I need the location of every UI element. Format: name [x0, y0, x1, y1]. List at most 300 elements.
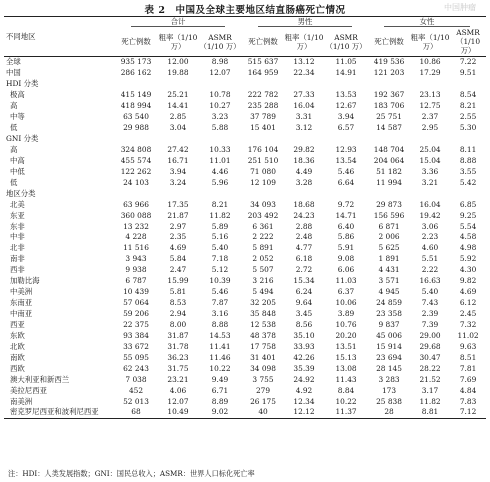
asmr-cell: 7.18	[211, 254, 229, 264]
crude-rate-cell: 4.49	[295, 166, 313, 176]
deaths-cell: 29 873	[376, 199, 402, 209]
deaths-cell: 7 038	[125, 374, 147, 384]
deaths-cell: 360 088	[120, 210, 152, 220]
region-header: 不同地区	[4, 17, 114, 57]
asmr-cell: 4.98	[459, 243, 477, 253]
crude-rate-cell: 11.82	[419, 396, 441, 406]
crude-rate-cell: 3.06	[421, 221, 439, 231]
deaths-cell: 40	[258, 407, 268, 417]
crude-rate-cell: 21.87	[167, 210, 189, 220]
deaths-cell: 62 243	[123, 363, 149, 373]
deaths-cell: 2 052	[252, 254, 274, 264]
deaths-cell: 35 848	[250, 309, 276, 319]
asmr-cell: 8.21	[459, 101, 477, 111]
crude-rate-cell: 13.12	[293, 57, 315, 67]
asmr-cell: 11.46	[209, 352, 231, 362]
region-name: 北美	[10, 199, 25, 209]
crude-rate-cell: 16.63	[419, 276, 441, 286]
asmr-cell: 7.83	[459, 396, 477, 406]
region-name: 西亚	[10, 319, 25, 329]
crude-rate-cell: 2.47	[169, 265, 187, 275]
crude-rate-cell	[158, 188, 198, 199]
asmr-header: ASMR（1/10 万）	[456, 27, 481, 56]
table-row	[4, 396, 486, 407]
asmr-cell: 9.02	[211, 407, 229, 417]
crude-rate-cell: 31.87	[167, 330, 189, 340]
table-row	[4, 243, 486, 254]
deaths-cell: 222 782	[247, 90, 279, 100]
crude-rate-cell: 12.75	[419, 101, 441, 111]
deaths-cell: 34 093	[250, 199, 276, 209]
crude-rate-cell: 16.04	[293, 101, 315, 111]
crude-rate-cell	[410, 79, 450, 90]
asmr-cell: 10.22	[209, 363, 231, 373]
deaths-cell: 63 540	[123, 112, 149, 122]
group-male: 男性	[242, 17, 368, 28]
crude-rate-cell: 4.77	[295, 243, 313, 253]
asmr-cell: 3.55	[459, 166, 477, 176]
crude-rate-cell: 29.68	[419, 341, 441, 351]
watermark: 中国肿瘤	[444, 3, 476, 12]
deaths-cell: 57 064	[123, 298, 149, 308]
region-name: HDI 分类	[6, 79, 39, 89]
region-name: GNI 分类	[6, 134, 39, 144]
crude-rate-cell: 19.88	[167, 68, 189, 78]
asmr-cell: 8.89	[211, 396, 229, 406]
crude-rate-cell: 42.26	[293, 352, 315, 362]
table-title: 表 2 中国及全球主要地区结直肠癌死亡情况	[144, 5, 346, 16]
asmr-cell: 11.43	[335, 374, 357, 384]
asmr-cell: 11.02	[457, 330, 479, 340]
deaths-cell: 9 837	[378, 319, 400, 329]
deaths-cell: 11 994	[376, 177, 402, 187]
table-row	[4, 341, 486, 352]
deaths-cell: 15 401	[250, 123, 276, 133]
asmr-cell: 5.54	[459, 221, 477, 231]
footnote: 注：HDI：人类发展指数；GNI：国民总收入；ASMR：世界人口标化死亡率	[8, 469, 255, 478]
asmr-cell: 12.67	[335, 101, 357, 111]
deaths-cell: 1 891	[378, 254, 400, 264]
deaths-cell: 29 988	[123, 123, 149, 133]
deaths-cell: 23 358	[376, 309, 402, 319]
deaths-cell	[114, 79, 158, 90]
asmr-cell: 11.05	[335, 57, 357, 67]
asmr-cell: 2.55	[459, 112, 477, 122]
crude-rate-cell: 5.40	[421, 287, 439, 297]
region-name: 低	[10, 123, 18, 133]
deaths-cell: 183 706	[373, 101, 405, 111]
crude-rate-cell: 3.17	[421, 385, 439, 395]
crude-rate-header: 粗率（1/10 万）	[158, 32, 198, 51]
asmr-cell: 5.92	[459, 254, 477, 264]
crude-rate-cell: 33.93	[293, 341, 315, 351]
deaths-cell: 4 431	[378, 265, 400, 275]
deaths-cell: 121 203	[373, 68, 405, 78]
asmr-cell: 12.93	[335, 144, 357, 154]
asmr-cell: 8.11	[459, 144, 477, 154]
crude-rate-cell: 28.22	[419, 363, 441, 373]
crude-rate-cell: 2.95	[421, 123, 439, 133]
asmr-cell: 6.85	[459, 199, 477, 209]
asmr-cell: 13.51	[335, 341, 357, 351]
deaths-cell: 17 758	[250, 341, 276, 351]
crude-rate-cell: 12.00	[167, 57, 189, 67]
crude-rate-cell: 6.24	[295, 287, 313, 297]
asmr-cell: 8.21	[211, 199, 229, 209]
asmr-cell: 5.12	[211, 265, 229, 275]
deaths-cell: 164 959	[247, 68, 279, 78]
table-header	[4, 17, 486, 57]
asmr-cell: 9.49	[211, 374, 229, 384]
table-row	[4, 330, 486, 341]
crude-rate-cell: 25.04	[419, 144, 441, 154]
asmr-cell: 7.81	[459, 363, 477, 373]
region-name: 加勒比海	[10, 276, 40, 286]
crude-rate-cell: 4.69	[169, 243, 187, 253]
crude-rate-cell	[410, 188, 450, 199]
crude-rate-cell: 4.06	[169, 385, 187, 395]
deaths-cell	[114, 133, 158, 144]
region-name: 高	[10, 101, 18, 111]
deaths-cell: 55 095	[123, 352, 149, 362]
deaths-cell: 32 205	[250, 298, 276, 308]
crude-rate-cell: 25.21	[167, 90, 189, 100]
deaths-cell: 45 006	[376, 330, 402, 340]
deaths-cell: 28	[384, 407, 394, 417]
deaths-cell: 6 871	[378, 221, 400, 231]
table-row	[4, 122, 486, 133]
crude-rate-cell: 35.10	[293, 330, 315, 340]
crude-rate-cell: 6.18	[295, 254, 313, 264]
deaths-cell: 9 938	[125, 265, 147, 275]
crude-rate-cell: 29.82	[293, 144, 315, 154]
crude-rate-cell: 2.85	[169, 112, 187, 122]
region-name: 中非	[10, 232, 25, 242]
crude-rate-cell: 15.34	[293, 276, 315, 286]
deaths-header: 死亡例数	[374, 37, 404, 47]
asmr-cell: 9.51	[459, 68, 477, 78]
region-name: 西欧	[10, 363, 25, 373]
deaths-cell: 13 232	[123, 221, 149, 231]
asmr-cell: 5.88	[211, 123, 229, 133]
deaths-cell: 25 838	[376, 396, 402, 406]
region-name: 极高	[10, 90, 25, 100]
crude-rate-cell	[158, 133, 198, 144]
asmr-cell: 13.53	[335, 90, 357, 100]
deaths-cell	[242, 133, 284, 144]
region-name: 南非	[10, 254, 25, 264]
asmr-cell: 7.32	[459, 319, 477, 329]
crude-rate-cell: 19.42	[419, 210, 441, 220]
asmr-cell: 4.46	[211, 166, 229, 176]
crude-rate-cell: 27.42	[167, 144, 189, 154]
table-row	[4, 111, 486, 122]
asmr-cell: 10.06	[335, 298, 357, 308]
asmr-cell: 8.84	[337, 385, 355, 395]
crude-rate-cell: 9.64	[295, 298, 313, 308]
deaths-cell: 2 222	[252, 232, 274, 242]
asmr-cell: 8.54	[459, 90, 477, 100]
asmr-cell: 9.72	[337, 199, 355, 209]
crude-rate-cell: 24.92	[293, 374, 315, 384]
deaths-cell: 23 694	[376, 352, 402, 362]
deaths-cell: 418 994	[120, 101, 152, 111]
deaths-cell: 93 384	[123, 330, 149, 340]
crude-rate-cell: 31.78	[167, 341, 189, 351]
crude-rate-cell: 3.24	[169, 177, 187, 187]
asmr-cell: 10.33	[209, 144, 231, 154]
crude-rate-cell: 10.86	[419, 57, 441, 67]
asmr-cell: 5.89	[211, 221, 229, 231]
region-name: 南欧	[10, 352, 25, 362]
table-row	[4, 166, 486, 177]
asmr-cell: 7.87	[211, 298, 229, 308]
asmr-cell: 5.46	[337, 166, 355, 176]
table-row	[4, 308, 486, 319]
region-name: 南美洲	[10, 396, 33, 406]
deaths-cell: 324 808	[120, 144, 152, 154]
asmr-cell: 12.07	[209, 68, 231, 78]
crude-rate-cell: 7.39	[421, 319, 439, 329]
category-row	[4, 133, 486, 144]
crude-rate-cell	[158, 79, 198, 90]
deaths-cell: 6 361	[252, 221, 274, 231]
deaths-cell: 5 891	[252, 243, 274, 253]
category-row	[4, 188, 486, 199]
crude-rate-cell: 10.49	[167, 407, 189, 417]
asmr-cell: 4.58	[459, 232, 477, 242]
crude-rate-header: 粗率（1/10 万）	[410, 32, 450, 51]
asmr-cell: 7.22	[459, 57, 477, 67]
deaths-cell: 192 367	[373, 90, 405, 100]
asmr-cell: 10.22	[335, 396, 357, 406]
asmr-cell: 6.06	[337, 265, 355, 275]
deaths-cell: 31 401	[250, 352, 276, 362]
asmr-cell: 6.12	[459, 298, 477, 308]
deaths-cell: 12 538	[250, 319, 276, 329]
crude-rate-cell: 18.68	[293, 199, 315, 209]
asmr-cell: 5.42	[459, 177, 477, 187]
asmr-cell: 6.71	[211, 385, 229, 395]
region-name: 高	[10, 144, 18, 154]
deaths-cell	[368, 188, 410, 199]
crude-rate-cell: 17.29	[419, 68, 441, 78]
asmr-cell: 3.89	[337, 309, 355, 319]
asmr-cell: 13.08	[335, 363, 357, 373]
deaths-cell: 251 510	[247, 155, 279, 165]
table-row	[4, 363, 486, 374]
crude-rate-cell: 3.31	[295, 112, 313, 122]
deaths-cell: 3 755	[252, 374, 274, 384]
crude-rate-cell: 21.52	[419, 374, 441, 384]
deaths-cell: 28 145	[376, 363, 402, 373]
crude-rate-cell: 2.35	[169, 232, 187, 242]
deaths-cell: 156 596	[373, 210, 405, 220]
deaths-cell: 235 288	[247, 101, 279, 111]
deaths-cell: 12 109	[250, 177, 276, 187]
region-name: 中等	[10, 112, 25, 122]
deaths-cell: 286 162	[120, 68, 152, 78]
asmr-cell: 6.64	[337, 177, 355, 187]
crude-rate-cell: 29.00	[419, 330, 441, 340]
table-row	[4, 144, 486, 155]
crude-rate-cell: 18.36	[293, 155, 315, 165]
crude-rate-cell: 8.81	[421, 407, 439, 417]
deaths-cell: 63 966	[123, 199, 149, 209]
asmr-cell	[198, 133, 242, 144]
region-name: 东欧	[10, 330, 25, 340]
asmr-cell: 14.53	[209, 330, 231, 340]
table-row	[4, 286, 486, 297]
table-row	[4, 210, 486, 221]
crude-rate-cell: 2.72	[295, 265, 313, 275]
deaths-cell: 3 943	[125, 254, 147, 264]
asmr-cell: 20.20	[335, 330, 357, 340]
table-row	[4, 100, 486, 111]
table-row	[4, 385, 486, 396]
asmr-cell: 3.23	[211, 112, 229, 122]
asmr-cell	[324, 133, 368, 144]
table-row	[4, 177, 486, 188]
table-body	[4, 56, 486, 418]
crude-rate-cell: 14.41	[167, 101, 189, 111]
asmr-cell: 10.76	[335, 319, 357, 329]
crude-rate-cell: 12.07	[167, 396, 189, 406]
crude-rate-cell: 2.97	[169, 221, 187, 231]
table-row	[4, 297, 486, 308]
asmr-cell: 5.30	[459, 123, 477, 133]
asmr-cell: 15.13	[335, 352, 357, 362]
asmr-cell: 7.12	[459, 407, 477, 417]
region-name: 东亚	[10, 210, 25, 220]
region-name: 中南亚	[10, 309, 33, 319]
crude-rate-cell	[284, 188, 324, 199]
crude-rate-cell: 3.04	[169, 123, 187, 133]
crude-rate-cell: 31.75	[167, 363, 189, 373]
region-name: 中国	[6, 68, 21, 78]
crude-rate-cell: 8.00	[169, 319, 187, 329]
deaths-cell: 279	[255, 385, 271, 395]
deaths-cell	[242, 79, 284, 90]
table-row	[4, 56, 486, 67]
asmr-cell	[324, 79, 368, 90]
crude-rate-cell: 15.99	[167, 276, 189, 286]
crude-rate-cell: 8.56	[295, 319, 313, 329]
asmr-cell: 8.51	[459, 352, 477, 362]
asmr-cell	[450, 79, 486, 90]
asmr-header: ASMR（1/10 万）	[325, 32, 367, 51]
deaths-cell	[368, 79, 410, 90]
asmr-cell: 14.71	[335, 210, 357, 220]
table-row	[4, 374, 486, 385]
table-row	[4, 199, 486, 210]
deaths-cell: 122 262	[120, 166, 152, 176]
asmr-cell: 10.27	[209, 101, 231, 111]
asmr-cell: 8.98	[211, 57, 229, 67]
asmr-cell: 6.57	[337, 123, 355, 133]
asmr-cell: 14.91	[335, 68, 357, 78]
asmr-cell: 8.88	[459, 155, 477, 165]
region-name: 北非	[10, 243, 25, 253]
region-name: 地区分类	[6, 188, 36, 198]
crude-rate-cell: 8.53	[169, 298, 187, 308]
table-row	[4, 352, 486, 363]
deaths-cell: 5 494	[252, 287, 274, 297]
asmr-cell: 4.84	[459, 385, 477, 395]
asmr-cell: 9.25	[459, 210, 477, 220]
region-name: 低	[10, 177, 18, 187]
deaths-cell	[242, 188, 284, 199]
crude-rate-cell	[410, 133, 450, 144]
crude-rate-cell: 2.48	[295, 232, 313, 242]
deaths-cell: 33 672	[123, 341, 149, 351]
deaths-cell: 204 064	[373, 155, 405, 165]
crude-rate-cell: 16.71	[167, 155, 189, 165]
crude-rate-cell	[284, 79, 324, 90]
deaths-cell: 48 378	[250, 330, 276, 340]
deaths-cell: 173	[381, 385, 397, 395]
asmr-cell: 5.96	[211, 177, 229, 187]
crude-rate-cell: 36.23	[167, 352, 189, 362]
deaths-cell: 4 945	[378, 287, 400, 297]
crude-rate-cell: 3.21	[421, 177, 439, 187]
deaths-cell: 2 006	[378, 232, 400, 242]
deaths-cell: 148 704	[373, 144, 405, 154]
asmr-cell: 11.01	[209, 155, 231, 165]
asmr-cell: 7.69	[459, 374, 477, 384]
asmr-cell: 8.88	[211, 319, 229, 329]
region-name: 东南亚	[10, 298, 33, 308]
asmr-cell: 5.86	[337, 232, 355, 242]
table-row	[4, 90, 486, 101]
crude-rate-cell: 2.94	[169, 309, 187, 319]
table-row	[4, 319, 486, 330]
asmr-cell: 13.54	[335, 155, 357, 165]
crude-rate-cell: 2.37	[421, 112, 439, 122]
crude-rate-cell	[284, 133, 324, 144]
group-total: 合计	[114, 17, 242, 28]
crude-rate-cell: 5.84	[169, 254, 187, 264]
region-name: 澳大利亚和新西兰	[10, 374, 70, 384]
deaths-cell: 24 859	[376, 298, 402, 308]
asmr-cell	[324, 188, 368, 199]
region-name: 中低	[10, 166, 25, 176]
deaths-cell: 25 751	[376, 112, 402, 122]
asmr-cell	[198, 188, 242, 199]
crude-rate-cell: 3.12	[295, 123, 313, 133]
deaths-cell: 26 175	[250, 396, 276, 406]
table-row	[4, 265, 486, 276]
deaths-cell: 935 173	[120, 57, 152, 67]
deaths-header: 死亡例数	[248, 37, 278, 47]
asmr-cell: 10.39	[209, 276, 231, 286]
crude-rate-cell: 12.12	[293, 407, 315, 417]
crude-rate-header: 粗率（1/10 万）	[284, 32, 324, 51]
deaths-cell: 5 507	[252, 265, 274, 275]
crude-rate-cell: 2.22	[421, 265, 439, 275]
deaths-cell: 51 182	[376, 166, 402, 176]
crude-rate-cell: 15.04	[419, 155, 441, 165]
crude-rate-cell: 3.36	[421, 166, 439, 176]
deaths-cell: 455 574	[120, 155, 152, 165]
deaths-cell	[368, 133, 410, 144]
asmr-cell: 5.46	[211, 287, 229, 297]
deaths-cell: 22 375	[123, 319, 149, 329]
crude-rate-cell: 16.04	[419, 199, 441, 209]
crude-rate-cell: 3.94	[169, 166, 187, 176]
crude-rate-cell: 5.81	[169, 287, 187, 297]
table-row	[4, 275, 486, 286]
